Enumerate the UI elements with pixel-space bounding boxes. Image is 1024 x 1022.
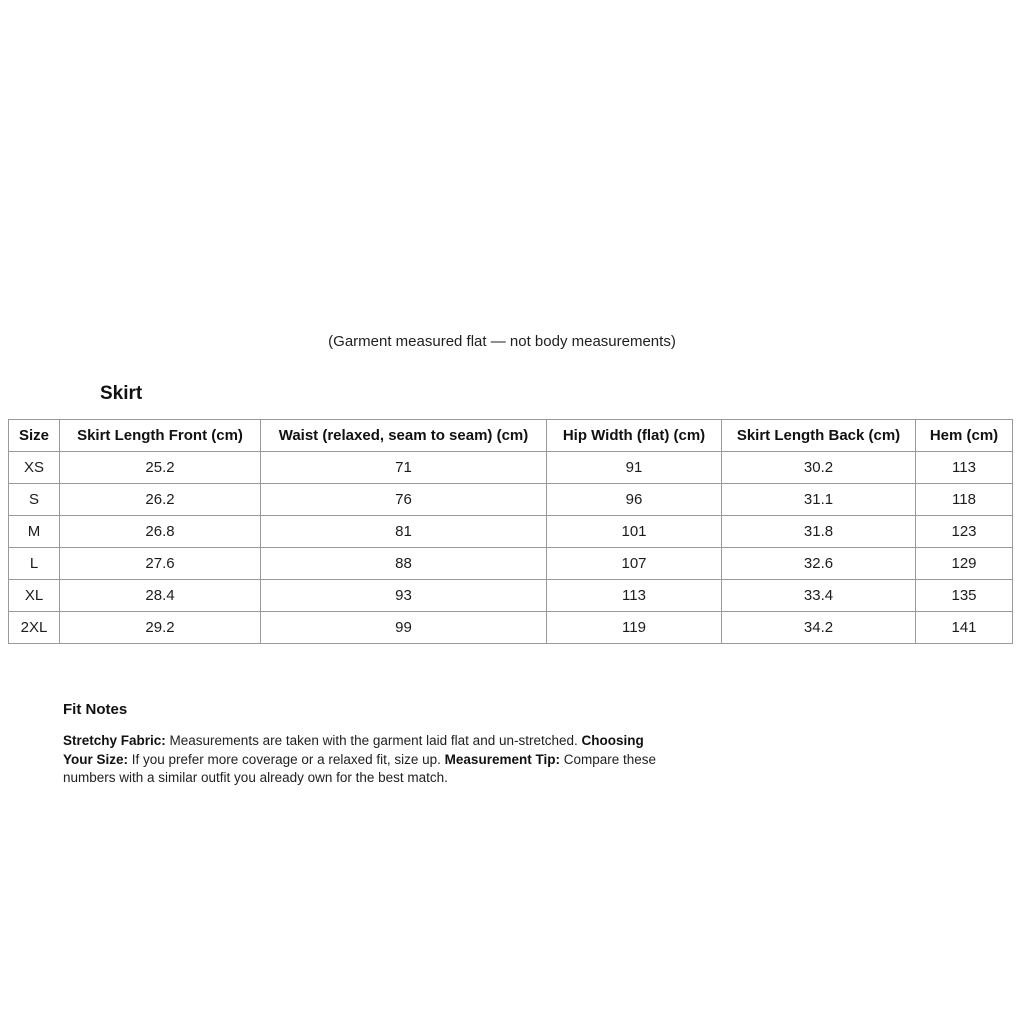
fit-note-label: Choosing Your Size: [63,733,644,767]
value-cell: 91 [547,452,722,484]
table-header [9,420,1013,452]
table-row [9,484,1013,516]
size-cell: XS [9,452,60,484]
value-cell: 81 [261,516,547,548]
header-cell: Waist (relaxed, seam to seam) (cm) [261,420,547,452]
size-chart-table [8,419,1013,644]
table-row [9,516,1013,548]
header-cell: Skirt Length Front (cm) [60,420,261,452]
table-row [9,580,1013,612]
fit-note-text: Compare these numbers with a similar outfit you already own for the best match. [63,751,657,785]
value-cell: 30.2 [722,452,916,484]
value-cell: 101 [547,516,722,548]
value-cell: 31.8 [722,516,916,548]
value-cell: 27.6 [60,548,261,580]
table-row [9,452,1013,484]
fit-note-label: Measurement Tip: [444,751,560,767]
measurement-caption: (Garment measured flat — not body measurements) [328,333,676,350]
size-cell: L [9,548,60,580]
value-cell: 119 [547,612,722,644]
table-row [9,548,1013,580]
value-cell: 107 [547,548,722,580]
value-cell: 31.1 [722,484,916,516]
value-cell: 26.8 [60,516,261,548]
header-cell: Hip Width (flat) (cm) [547,420,722,452]
value-cell: 93 [261,580,547,612]
value-cell: 32.6 [722,548,916,580]
value-cell: 99 [261,612,547,644]
table-body [9,452,1013,644]
fit-notes-title: Fit Notes [63,701,128,718]
value-cell: 76 [261,484,547,516]
value-cell: 33.4 [722,580,916,612]
value-cell: 141 [916,612,1013,644]
value-cell: 135 [916,580,1013,612]
value-cell: 28.4 [60,580,261,612]
value-cell: 71 [261,452,547,484]
fit-note-label: Stretchy Fabric: [63,733,166,748]
header-cell: Skirt Length Back (cm) [722,420,916,452]
size-cell: M [9,516,60,548]
value-cell: 118 [916,484,1013,516]
size-cell: XL [9,580,60,612]
value-cell: 26.2 [60,484,261,516]
fit-notes-paragraph [63,732,667,788]
value-cell: 113 [547,580,722,612]
value-cell: 25.2 [60,452,261,484]
header-cell: Size [9,420,60,452]
value-cell: 88 [261,548,547,580]
value-cell: 96 [547,484,722,516]
fit-note-text: If you prefer more coverage or a relaxed fit, size up. [128,751,445,767]
fit-note-text: Measurements are taken with the garment laid flat and un-stretched. [165,733,582,748]
value-cell: 129 [916,548,1013,580]
value-cell: 29.2 [60,612,261,644]
value-cell: 123 [916,516,1013,548]
section-title-skirt: Skirt [100,383,143,404]
header-cell: Hem (cm) [916,420,1013,452]
value-cell: 34.2 [722,612,916,644]
header-row [9,420,1013,452]
size-cell: 2XL [9,612,60,644]
size-cell: S [9,484,60,516]
value-cell: 113 [916,452,1013,484]
table-row [9,612,1013,644]
